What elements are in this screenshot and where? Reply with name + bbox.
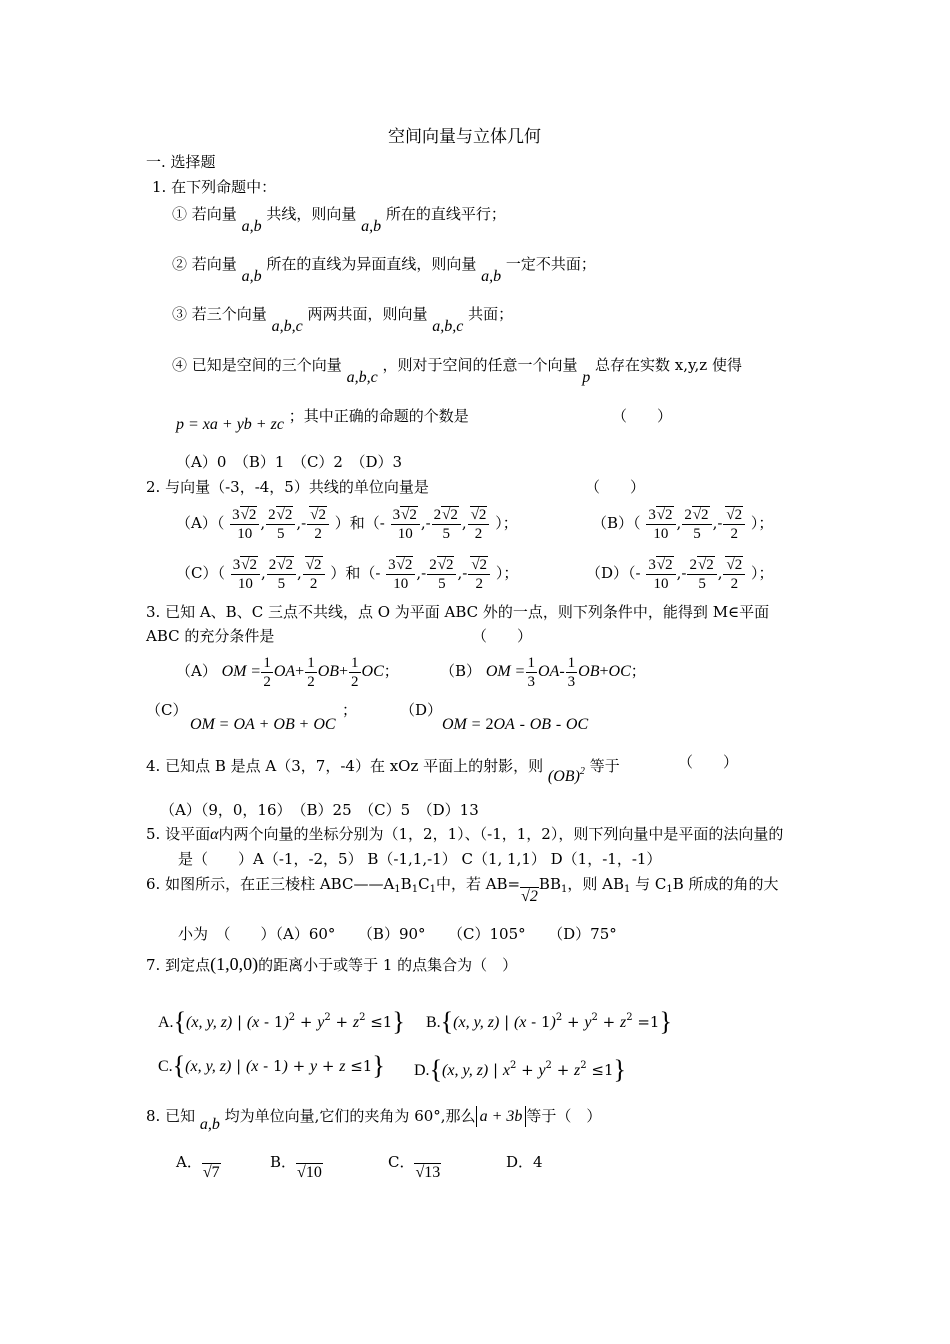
q8-stem-text-b: 均为单位向量,它们的夹角为 60°,那么 (224, 1107, 476, 1125)
q1-prop3-text-c: 共面； (468, 305, 514, 323)
q1-prop1-text-b: 共线，则向量 (266, 205, 357, 223)
q6-stem: 6. 如图所示，在正三棱柱 $ABC——A_1B_1C_1$中，若 $AB=√2BB_1$，则 $AB_1$ 与 $C_1B$ 所成的角的大 (146, 875, 779, 905)
q1-prop1: ① 若向量 a,b 共线，则向量 a,b 所在的直线平行； (172, 205, 506, 235)
q4-options: （A）（9，0，16） （B）25 （C）5 （D）13 (160, 801, 479, 819)
q8-stem-text-a: 8. 已知 (146, 1107, 196, 1125)
q4-stem-text-b: 等于 (589, 757, 620, 775)
q3-option-b: （B） OM = $\frac{1}{3}$ OA- $\frac{1}{3}$ OB+OC； (440, 654, 646, 690)
q3-option-c: OM = OA + OB + OC (190, 716, 336, 733)
q3-option-c-label: （C） (146, 701, 188, 719)
q8-option-b-label: B． (270, 1153, 297, 1171)
q1-prop4-text-d: ；其中正确的命题的个数是 (288, 407, 469, 425)
q7-option-b: B.{(x, y, z) | $(x - 1)^2 + y^2 + z^2 =1$} (426, 1007, 672, 1036)
q6-stem-text-c: BB (538, 875, 561, 893)
q6-stem-text-d: ，则 AB (567, 875, 624, 893)
q5-stem: 5. 设平面α内两个向量的坐标分别为（1，2，1）、（-1，1，2），则下列向量中是平面的法向量的 (146, 825, 784, 843)
q1-prop2-text-c: 一定不共面； (505, 255, 596, 273)
q4-answer-paren: （ ） (678, 753, 739, 771)
q3-option-c-sep: ； (342, 701, 358, 719)
q8-option-a-label: A． (176, 1153, 202, 1171)
q2-option-a: （A）（ $\frac{3√2}{10}$ , $\frac{2√2}{5}$ ,- $\frac{√2}{2}$ ）和（- $\frac{3√2}{10}$ ,- $\frac{2√2}{5}$ , $\frac{√2}{2}$ ）； (176, 506, 518, 542)
q8-option-d: D．4 (506, 1153, 543, 1171)
q3-option-a: （A） OM = $\frac{1}{2}$ OA+ $\frac{1}{2}$ OB+ $\frac{1}{2}$ OC； (176, 654, 399, 690)
section-heading: 一. 选择题 (146, 153, 216, 171)
q2-answer-paren: （ ） (585, 478, 646, 496)
q1-prop4-text-c: 总存在实数 x,y,z 使得 (595, 356, 742, 374)
q2-stem: 2. 与向量（-3，-4，5）共线的单位向量是 (146, 478, 429, 496)
q8-option-c-label: C． (388, 1153, 415, 1171)
q1-answer-paren: （ ） (612, 407, 673, 425)
q6-stem-text-f: B 所成的角的大 (672, 875, 779, 893)
q5-stem-text-b: 内两个向量的坐标分别为（1，2，1）、（-1，1，2），则下列向量中是平面的法向量的 (218, 825, 784, 843)
q1-prop1-text-a: ① 若向量 (172, 205, 237, 223)
q1-prop2: ② 若向量 a,b 所在的直线为异面直线，则向量 a,b 一定不共面； (172, 255, 596, 285)
q1-prop3: ③ 若三个向量 a,b,c 两两共面，则向量 a,b,c 共面； (172, 305, 514, 335)
q5-stem-text-a: 5. 设平面 (146, 825, 211, 843)
q8-option-a: A．√7 (176, 1153, 220, 1181)
q2-option-c: （C）（ $\frac{3√2}{10}$ , $\frac{2√2}{5}$ , $\frac{√2}{2}$ ）和（- $\frac{3√2}{10}$ ,- $\frac{2√2}{5}$ ,- $\frac{√2}{2}$ ）； (176, 556, 519, 592)
q1-prop1-text-c: 所在的直线平行； (385, 205, 506, 223)
q1-prop4-cont: p = xa + yb + zc ；其中正确的命题的个数是 (176, 407, 469, 433)
q1-prop3-text-a: ③ 若三个向量 (172, 305, 267, 323)
q2-option-b: （B）（ $\frac{3√2}{10}$ , $\frac{2√2}{5}$ ,- $\frac{√2}{2}$ ）； (592, 506, 774, 542)
q1-prop2-text-b: 所在的直线为异面直线，则向量 (266, 255, 477, 273)
q7-stem: 7. 到定点(1,0,0)的距离小于或等于 1 的点集合为（ ） (146, 954, 518, 974)
q1-prop2-text-a: ② 若向量 (172, 255, 237, 273)
q6-stem-text-a: 6. 如图所示，在正三棱柱 ABC——A (146, 875, 395, 893)
q5-options: 是（ ）A（-1，-2，5） B（-1,1,-1） C（1, 1,1） D（1，-1，-1） (178, 850, 662, 868)
q1-options: （A）0 （B）1 （C）2 （D）3 (176, 453, 403, 471)
q7-option-c: C.{(x, y, z) | (x - 1) + y + z ≤1} (158, 1051, 385, 1080)
q2-option-d: （D）（- $\frac{3√2}{10}$ ,- $\frac{2√2}{5}$ , $\frac{√2}{2}$ ）； (586, 556, 774, 592)
q7-stem-text-a: 7. 到定点 (146, 956, 211, 974)
q3-answer-paren: （ ） (472, 627, 533, 645)
q4-stem: 4. 已知点 B 是点 A（3，7，-4）在 xOz 平面上的射影，则 (OB)$^2$ 等于 (146, 757, 620, 785)
q1-stem: 1. 在下列命题中： (152, 178, 277, 196)
q3-stem: 3. 已知 A、B、C 三点不共线，点 O 为平面 ABC 外的一点，则下列条件中，能得到 M∈平面 (146, 603, 770, 621)
q8-option-b: B．√10 (270, 1153, 322, 1181)
q3-stem-line2: ABC 的充分条件是 (146, 627, 275, 645)
q8-stem-text-c: 等于（ ） (526, 1107, 602, 1125)
q3-option-d: OM = 2OA - OB - OC (442, 716, 589, 733)
q8-option-c: C．√13 (388, 1153, 441, 1181)
q1-prop4-text-b: ，则对于空间的任意一个向量 (382, 356, 578, 374)
q6-stem-text-e: 与 C (630, 875, 667, 893)
q6-options: 小为 （ ）（A）60° （B）90° （C）105° （D）75° (178, 925, 617, 943)
q1-prop4: ④ 已知是空间的三个向量 a,b,c ，则对于空间的任意一个向量 p 总存在实数 x,y,z 使得 (172, 356, 742, 386)
q1-prop3-text-b: 两两共面，则向量 (307, 305, 428, 323)
q4-stem-text: 4. 已知点 B 是点 A（3，7，-4）在 xOz 平面上的射影，则 (146, 757, 544, 775)
page-title: 空间向量与立体几何 (388, 127, 541, 147)
q7-option-a: A.{(x, y, z) | $(x - 1)^2 + y^2 + z^2 \le 1$} (158, 1007, 405, 1036)
q8-stem: 8. 已知 a,b 均为单位向量,它们的夹角为 60°,那么 a + 3b 等于（ ） (146, 1107, 602, 1133)
q1-prop4-text-a: ④ 已知是空间的三个向量 (172, 356, 342, 374)
q7-option-d: D.{(x, y, z) | $x^2 + y^2 + z^2 \le 1$} (414, 1055, 627, 1084)
q7-stem-text-b: 的距离小于或等于 1 的点集合为（ ） (258, 956, 518, 974)
q6-stem-text-b: 中，若 AB= (435, 875, 521, 893)
q3-option-d-label: （D） (400, 701, 443, 719)
